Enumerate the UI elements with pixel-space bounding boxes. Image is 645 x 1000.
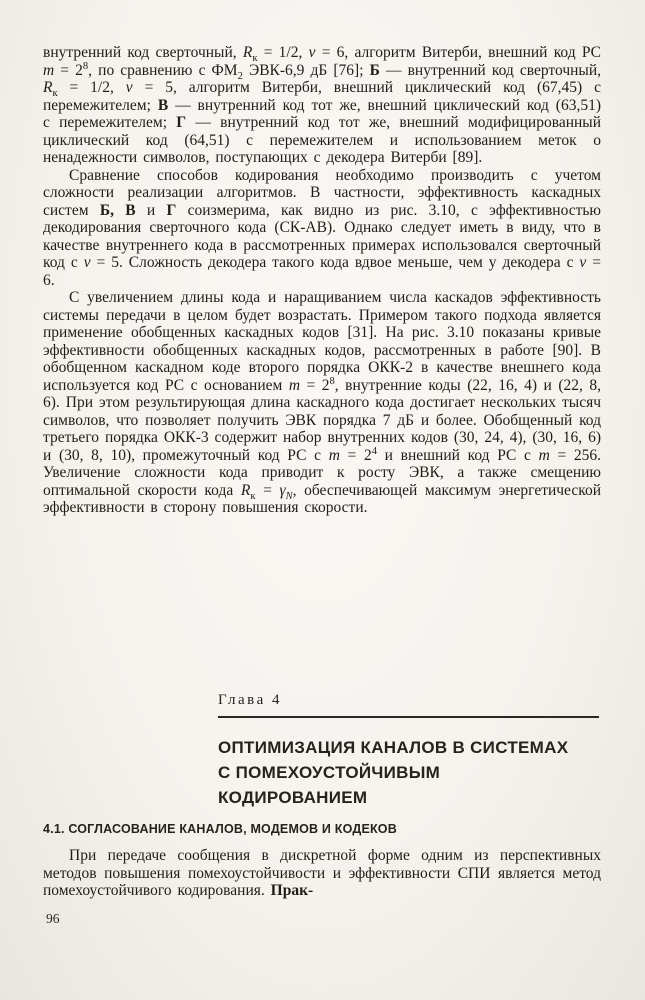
chapter-heading-block bbox=[218, 692, 599, 810]
chapter-title-line: С ПОМЕХОУСТОЙЧИВЫМ bbox=[218, 763, 441, 782]
chapter-title-line: КОДИРОВАНИЕМ bbox=[218, 788, 368, 807]
chapter-label: Глава 4 bbox=[218, 692, 282, 708]
paragraph-continuation: внутренний код сверточный, $R_к = 1/2$, ν = 6, алгоритм Витерби, внешний код РС $m = 2^8$, по сравнению с $ФМ_2$ ЭВК-6,9 дБ [76]; Б — внутренний код сверточный, $R_к = 1/2$, ν = 5, алгоритм Витерби, внешний циклический код (67,45) с перемежителем; В — внутренний код тот же, внешний циклический код (63,51) с перемежителем; Г — внутренний код тот же, внешний модифицированный циклический код (64,51) с перемежителем и использованием меток о ненадежности символов, поступающих с декодера Витерби [89]. bbox=[43, 44, 601, 166]
chapter-title-line: ОПТИМИЗАЦИЯ КАНАЛОВ В СИСТЕМАХ bbox=[218, 738, 569, 757]
chapter-divider-rule bbox=[218, 716, 599, 718]
section-text-column bbox=[43, 847, 601, 900]
page-number: 96 bbox=[46, 911, 60, 926]
paragraph: Сравнение способов кодирования необходимо производить с учетом сложности реализации алгоритмов. В частности, эффективность каскадных систем Б, В и Г соизмерима, как видно из рис. 3.10, с эффективностью декодирования сверточного кода (СК-АВ). Однако следует иметь в виду, что в качестве внутреннего кода в рассмотренных примерах использовался сверточный код с ν = 5. Сложность декодера такого кода вдвое меньше, чем у декодера с ν = 6. bbox=[43, 166, 602, 289]
paragraph: При передаче сообщения в дискретной форме одним из перспективных методов повышения помехоустойчивости и эффективности СПИ является метод помехоустойчивого кодирования. Прак- bbox=[43, 847, 601, 899]
section-heading: 4.1. СОГЛАСОВАНИЕ КАНАЛОВ, МОДЕМОВ И КОДЕКОВ bbox=[43, 822, 397, 836]
paragraph: С увеличением длины кода и наращиванием числа каскадов эффективность системы передачи в целом будет возрастать. Примером такого подхода является применение обобщенных каскадных кодов [31]. На рис. 3.10 показаны кривые эффективности обобщенных каскадных кодов, рассмотренных в работе [90]. В обобщенном каскадном коде второго порядка ОКК-2 в качестве внешнего кода используется код РС с основанием $m = 2^8$, внутренние коды (22, 16, 4) и (22, 8, 6). При этом результирующая длина каскадного кода достигает нескольких тысяч символов, что позволяет получить ЭВК порядка 7 дБ и более. Обобщенный код третьего порядка ОКК-3 содержит набор внутренних кодов (30, 24, 4), (30, 16, 6) и (30, 8, 10), промежуточный код РС с $m = 2^4$ и внешний код РС с m = 256. Увеличение сложности кода приводит к росту ЭВК, а также смещению оптимальной скорости кода $R_к = \gamma_N$, обеспечивающей максимум энергетической эффективности в сторону повышения скорости. bbox=[43, 289, 602, 516]
chapter-title bbox=[218, 735, 599, 810]
body-text-column bbox=[43, 44, 601, 517]
